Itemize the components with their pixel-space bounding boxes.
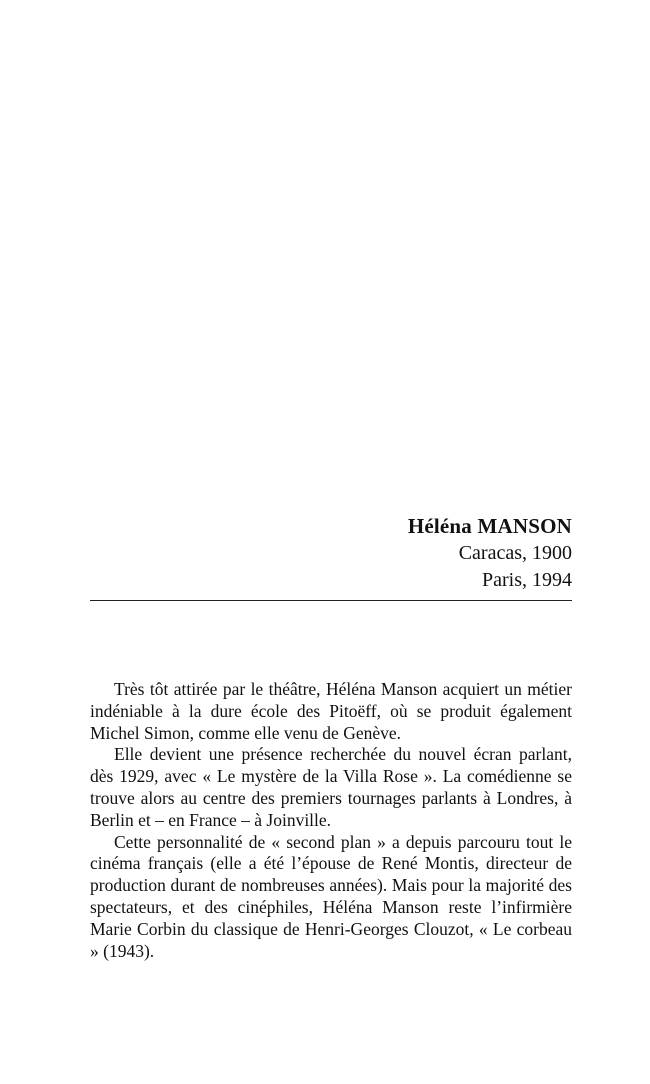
paragraph: Très tôt attirée par le théâtre, Héléna Manson acquiert un métier indéniable à la dure école des Pitoëff, où se produit également Michel Simon, comme elle venu de Genève. — [90, 679, 572, 743]
biography-header — [408, 512, 572, 594]
person-last-name: MANSON — [477, 514, 572, 538]
person-name — [408, 512, 572, 540]
person-first-name: Héléna — [407, 514, 473, 538]
paragraph: Cette personnalité de « second plan » a depuis parcouru tout le cinéma français (elle a été l’épouse de René Montis, directeur de production durant de nombreuses années). Mais pour la majorité des spectateurs, et des cinéphiles, Héléna Manson reste l’infirmière Marie Corbin du classique de Henri-Georges Clouzot, « Le corbeau » (1943). — [90, 831, 572, 961]
birth-info: Caracas, 1900 — [458, 542, 572, 564]
death-info: Paris, 1994 — [482, 569, 572, 591]
biography-text — [90, 679, 572, 962]
paragraph: Elle devient une présence recherchée du nouvel écran parlant, dès 1929, avec « Le mystère de la Villa Rose ». La comédienne se trouve alors au centre des premiers tournages parlants à Londres, à Berlin et – en France – à Joinville. — [90, 744, 572, 830]
horizontal-divider — [90, 600, 572, 601]
